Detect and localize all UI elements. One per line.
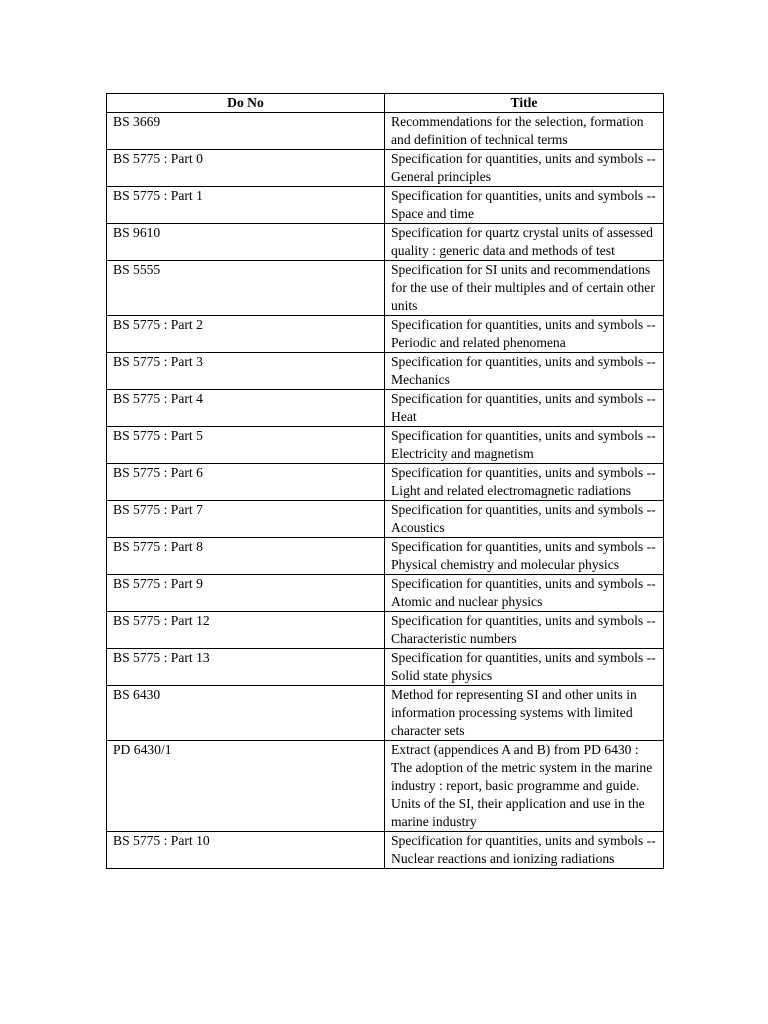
doc-number-cell: BS 5775 : Part 12 (107, 612, 385, 649)
table-row (107, 150, 664, 187)
table-row (107, 390, 664, 427)
doc-number-cell: BS 5775 : Part 2 (107, 316, 385, 353)
table-row (107, 224, 664, 261)
table-row (107, 261, 664, 316)
title-cell: Specification for quantities, units and symbols -- General principles (385, 150, 664, 187)
doc-number-cell: BS 9610 (107, 224, 385, 261)
table-row (107, 501, 664, 538)
table-row (107, 464, 664, 501)
title-cell: Recommendations for the selection, formation and definition of technical terms (385, 113, 664, 150)
title-cell: Method for representing SI and other units in information processing systems with limited character sets (385, 686, 664, 741)
doc-number-cell: BS 5775 : Part 13 (107, 649, 385, 686)
title-cell: Specification for quantities, units and symbols -- Acoustics (385, 501, 664, 538)
title-cell: Specification for quantities, units and symbols -- Heat (385, 390, 664, 427)
title-cell: Specification for quartz crystal units of assessed quality : generic data and methods of test (385, 224, 664, 261)
standards-table (106, 93, 664, 869)
table-row (107, 686, 664, 741)
title-cell: Specification for quantities, units and symbols -- Characteristic numbers (385, 612, 664, 649)
title-cell: Specification for quantities, units and symbols -- Electricity and magnetism (385, 427, 664, 464)
doc-number-cell: BS 5775 : Part 10 (107, 832, 385, 869)
doc-number-cell: BS 5775 : Part 0 (107, 150, 385, 187)
table-row (107, 427, 664, 464)
table-row (107, 538, 664, 575)
table-row (107, 832, 664, 869)
doc-number-cell: BS 5775 : Part 7 (107, 501, 385, 538)
table-row (107, 316, 664, 353)
column-header-title: Title (385, 94, 664, 113)
table-row (107, 741, 664, 832)
doc-number-cell: BS 3669 (107, 113, 385, 150)
title-cell: Specification for quantities, units and symbols -- Periodic and related phenomena (385, 316, 664, 353)
title-cell: Specification for quantities, units and symbols -- Solid state physics (385, 649, 664, 686)
title-cell: Specification for SI units and recommendations for the use of their multiples and of certain other units (385, 261, 664, 316)
title-cell: Extract (appendices A and B) from PD 6430 : The adoption of the metric system in the marine industry : report, basic programme and guide. Units of the SI, their application and use in the marine industry (385, 741, 664, 832)
table-body (107, 113, 664, 869)
doc-number-cell: BS 5775 : Part 3 (107, 353, 385, 390)
doc-number-cell: BS 5775 : Part 5 (107, 427, 385, 464)
table-row (107, 353, 664, 390)
title-cell: Specification for quantities, units and symbols -- Light and related electromagnetic radiations (385, 464, 664, 501)
doc-number-cell: BS 5775 : Part 9 (107, 575, 385, 612)
table-row (107, 113, 664, 150)
table-row (107, 649, 664, 686)
doc-number-cell: BS 5555 (107, 261, 385, 316)
doc-number-cell: BS 6430 (107, 686, 385, 741)
title-cell: Specification for quantities, units and symbols -- Nuclear reactions and ionizing radiations (385, 832, 664, 869)
doc-number-cell: BS 5775 : Part 6 (107, 464, 385, 501)
title-cell: Specification for quantities, units and symbols -- Space and time (385, 187, 664, 224)
doc-number-cell: BS 5775 : Part 4 (107, 390, 385, 427)
table-header-row (107, 94, 664, 113)
doc-number-cell: BS 5775 : Part 1 (107, 187, 385, 224)
title-cell: Specification for quantities, units and symbols -- Physical chemistry and molecular physics (385, 538, 664, 575)
table-row (107, 187, 664, 224)
doc-number-cell: BS 5775 : Part 8 (107, 538, 385, 575)
table-row (107, 575, 664, 612)
title-cell: Specification for quantities, units and symbols -- Mechanics (385, 353, 664, 390)
doc-number-cell: PD 6430/1 (107, 741, 385, 832)
column-header-doc-no: Do No (107, 94, 385, 113)
table-row (107, 612, 664, 649)
title-cell: Specification for quantities, units and symbols -- Atomic and nuclear physics (385, 575, 664, 612)
